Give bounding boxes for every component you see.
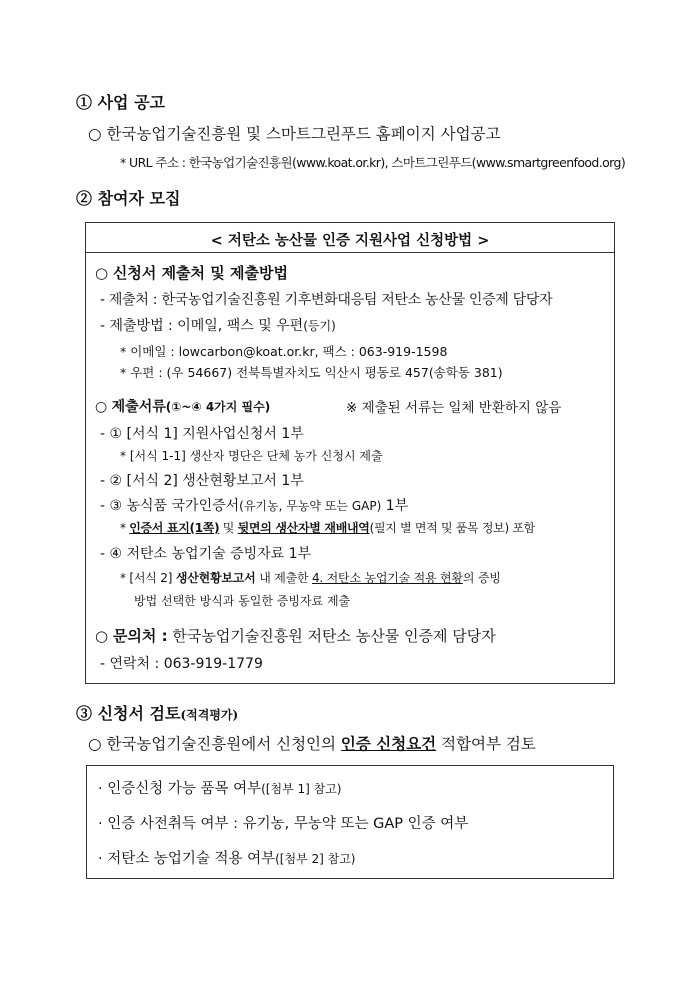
post-address-line: * 우편 : (우 54667) 전북특별자치도 익산시 평동로 457(송학동 381) bbox=[120, 365, 503, 380]
doc-item-2: - ② [서식 2] 생산현황보고서 1부 bbox=[100, 473, 304, 489]
doc-item-4: - ④ 저탄소 농업기술 증빙자료 1부 bbox=[100, 546, 312, 562]
criterion-3: · 저탄소 농업기술 적용 여부([첨부 2] 참고) bbox=[98, 851, 356, 867]
doc-item-1-note: * [서식 1-1] 생산자 명단은 단체 농가 신청시 제출 bbox=[120, 449, 383, 463]
submit-place: - 제출처 : 한국농업기술진흥원 기후변화대응팀 저탄소 농산물 인증제 담당자 bbox=[100, 292, 553, 308]
circle-bullet-icon: ○ bbox=[88, 125, 102, 143]
contact-phone: - 연락처 : 063-919-1779 bbox=[100, 656, 263, 672]
doc-item-3: - ③ 농식품 국가인증서(유기농, 무농약 또는 GAP) 1부 bbox=[100, 498, 409, 514]
section-1-heading bbox=[76, 90, 165, 113]
section-number: ① bbox=[76, 93, 93, 112]
docs-heading: ○ 제출서류(①~④ 4가지 필수) bbox=[95, 399, 271, 415]
section-title: 참여자 모집 bbox=[97, 189, 181, 208]
box-title: < 저탄소 농산물 인증 지원사업 신청방법 > bbox=[210, 233, 490, 249]
doc-item-4-note-line2: 방법 선택한 방식과 동일한 증빙자료 제출 bbox=[134, 594, 351, 608]
submit-heading: ○ 신청서 제출처 및 제출방법 bbox=[95, 264, 288, 282]
circle-bullet-icon: ○ bbox=[95, 627, 109, 645]
criterion-2: · 인증 사전취득 여부 : 유기농, 무농약 또는 GAP 인증 여부 bbox=[98, 816, 469, 832]
url-note: * URL 주소 : 한국농업기술진흥원(www.koat.or.kr), 스마트그린푸드(www.smartgreenfood.org) bbox=[120, 155, 626, 170]
criterion-1: · 인증신청 가능 품목 여부([첨부 1] 참고) bbox=[98, 781, 342, 797]
circle-bullet-icon: ○ bbox=[95, 264, 109, 282]
no-return-notice: ※ 제출된 서류는 일체 반환하지 않음 bbox=[346, 400, 562, 416]
section-3-line: ○ 한국농업기술진흥원에서 신청인의 인증 신청요건 적합여부 검토 bbox=[88, 735, 536, 753]
box-header-divider bbox=[85, 252, 615, 253]
section-2-heading bbox=[76, 186, 180, 209]
section-1-line bbox=[88, 122, 501, 144]
submit-method: - 제출방법 : 이메일, 팩스 및 우편(등기) bbox=[100, 318, 336, 334]
doc-item-1: - ① [서식 1] 지원사업신청서 1부 bbox=[100, 426, 304, 442]
circle-bullet-icon: ○ bbox=[95, 399, 108, 415]
section-title: 사업 공고 bbox=[97, 93, 165, 112]
circle-bullet-icon: ○ bbox=[88, 735, 102, 753]
contact-heading: ○ 문의처 : 한국농업기술진흥원 저탄소 농산물 인증제 담당자 bbox=[95, 627, 496, 645]
section-number: ② bbox=[76, 189, 93, 208]
section-title: 신청서 검토 bbox=[97, 704, 181, 723]
section-3-heading: ③ 신청서 검토(적격평가) bbox=[76, 704, 239, 723]
email-fax-line: * 이메일 : lowcarbon@koat.or.kr, 팩스 : 063-919-1598 bbox=[120, 344, 448, 359]
doc-item-4-note: * [서식 2] 생산현황보고서 내 제출한 4. 저탄소 농업기술 적용 현황의 증빙 bbox=[120, 571, 501, 585]
doc-item-3-note: * 인증서 표지(1쪽) 및 뒷면의 생산자별 재배내역(필지 별 면적 및 품목 정보) 포함 bbox=[120, 521, 535, 535]
section-number: ③ bbox=[76, 704, 93, 723]
announcement-text: 한국농업기술진흥원 및 스마트그린푸드 홈페이지 사업공고 bbox=[106, 125, 501, 143]
